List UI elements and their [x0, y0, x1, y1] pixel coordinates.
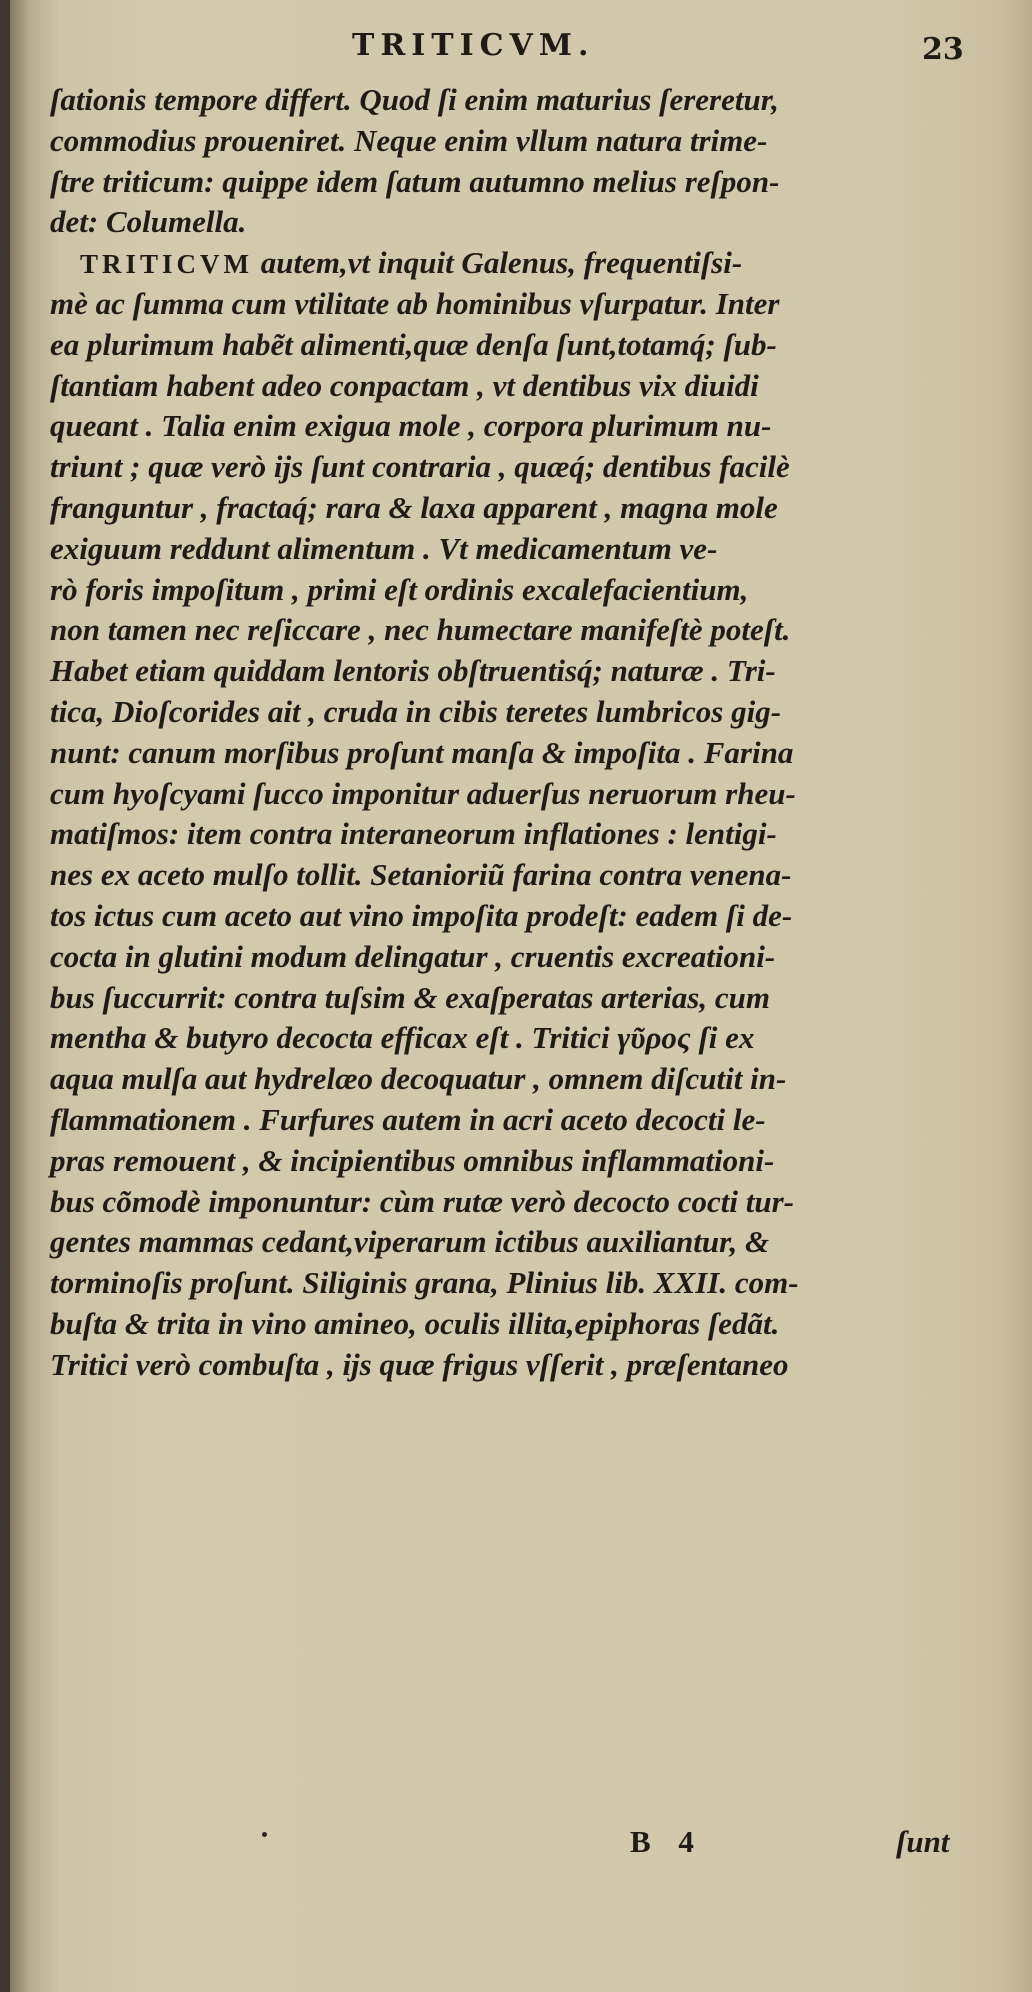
- text-line: ſtantiam habent adeo conpactam , vt dentibus vix diuidi: [50, 367, 759, 403]
- text-line: ea plurimum habẽt alimenti,quæ denſa ſunt,totamq́; ſub-: [50, 326, 777, 362]
- text-line: bus cõmodè imponuntur: cùm rutæ verò decocto cocti tur-: [50, 1183, 794, 1219]
- text-line: tos ictus cum aceto aut vino impoſita prodeſt: eadem ſi de-: [50, 897, 793, 933]
- body-text: [50, 80, 980, 1386]
- running-head: [0, 28, 1032, 78]
- text-line: commodius proueniret. Neque enim vllum natura trime-: [50, 122, 768, 158]
- catchword: ſunt: [896, 1824, 950, 1859]
- page-number: 23: [922, 32, 964, 67]
- text-line: Habet etiam quiddam lentoris obſtruentisq́; naturæ . Tri-: [50, 653, 776, 689]
- text-line: non tamen nec reſiccare , nec humectare manifeſtè poteſt.: [50, 612, 791, 648]
- text-line: gentes mammas cedant,viperarum ictibus auxiliantur, &: [50, 1224, 770, 1260]
- text-line: nunt: canum morſibus proſunt manſa & impoſita . Farina: [50, 734, 794, 770]
- text-line: cum hyoſcyami ſucco imponitur aduerſus neruorum rheu-: [50, 775, 796, 811]
- text-line: buſta & trita in vino amineo, oculis illita,epiphoras ſedãt.: [50, 1305, 780, 1341]
- text-line-rest: autem,vt inquit Galenus, frequentiſsi-: [260, 245, 743, 281]
- text-line: det: Columella.: [50, 204, 247, 240]
- text-line: franguntur , fractaq́; rara & laxa apparent , magna mole: [50, 489, 778, 525]
- text-line: nes ex aceto mulſo tollit. Setanioriũ farina contra venena-: [50, 857, 792, 893]
- page-footer: [0, 1824, 1032, 1874]
- text-line: flammationem . Furfures autem in acri aceto decocti le-: [50, 1101, 766, 1137]
- running-title: TRITICVM.: [352, 28, 595, 63]
- text-line: cocta in glutini modum delingatur , cruentis excreationi-: [50, 938, 776, 974]
- text-line: ſationis tempore differt. Quod ſi enim maturius ſereretur,: [50, 82, 779, 117]
- text-line: rò foris impoſitum , primi eſt ordinis excalefacientium,: [50, 571, 749, 607]
- text-line: aqua mulſa aut hydrelæo decoquatur , omnem diſcutit in-: [50, 1061, 787, 1097]
- text-line: matiſmos: item contra interaneorum inflationes : lentigi-: [50, 816, 777, 852]
- text-line: mentha & butyro decocta efficax eſt . Tritici γῦρος ſi ex: [50, 1020, 755, 1056]
- text-line: mè ac ſumma cum vtilitate ab hominibus vſurpatur. Inter: [50, 285, 780, 321]
- text-line: tica, Dioſcorides ait , cruda in cibis teretes lumbricos gig-: [50, 693, 782, 729]
- signature-mark: B 4: [630, 1824, 704, 1859]
- text-line: exiguum reddunt alimentum . Vt medicamentum ve-: [50, 530, 718, 566]
- text-line: ſtre triticum: quippe idem ſatum autumno melius reſpon-: [50, 163, 780, 199]
- paragraph-start-line: [50, 243, 980, 284]
- text-line: Tritici verò combuſta , ijs quæ frigus vſſerit , præſentaneo: [50, 1346, 789, 1382]
- smallcaps-word: TRITICVM: [80, 249, 254, 280]
- text-line: torminoſis proſunt. Siliginis grana, Plinius lib. XXII. com-: [50, 1265, 799, 1301]
- text-line: queant . Talia enim exigua mole , corpora plurimum nu-: [50, 408, 772, 444]
- text-line: pras remouent , & incipientibus omnibus inflammationi-: [50, 1142, 775, 1178]
- text-line: bus ſuccurrit: contra tuſsim & exaſperatas arterias, cum: [50, 979, 770, 1015]
- text-line: triunt ; quæ verò ijs ſunt contraria , quæq́; dentibus facilè: [50, 449, 790, 485]
- ink-dot: [262, 1832, 267, 1837]
